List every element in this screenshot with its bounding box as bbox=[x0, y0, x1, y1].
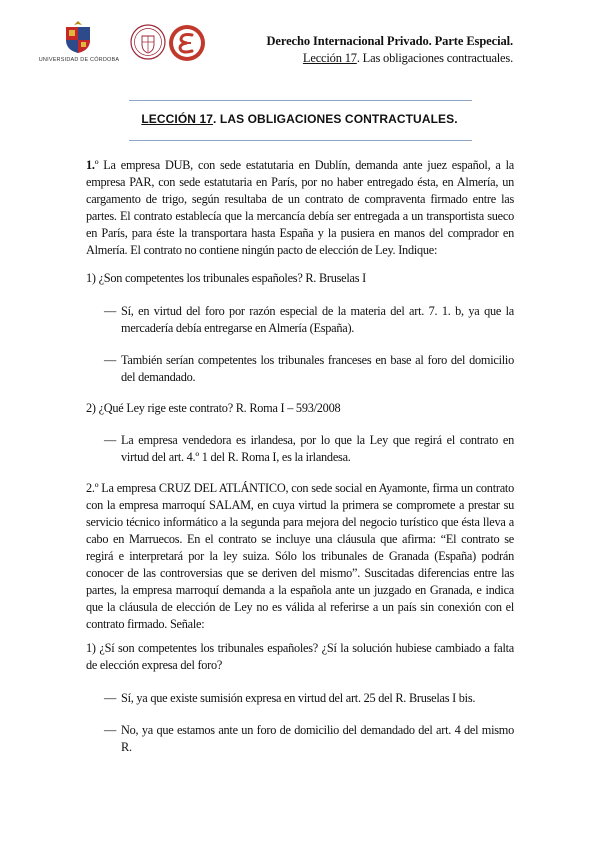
case2-q1-answer1: Sí, ya que existe sumisión expresa en virtud del art. 25 del R. Bruselas I bis. bbox=[121, 691, 476, 705]
case1-number: 1. bbox=[86, 158, 95, 172]
case1-q1-answer2: También serían competentes los tribunales franceses en base al foro del domicilio del demandado. bbox=[121, 353, 514, 384]
case1-q1-answer1: Sí, en virtud del foro por razón especial de la materia del art. 7. 1. b, ya que la mercadería debía entregarse en Almería (España). bbox=[121, 304, 514, 335]
university-caption: UNIVERSIDAD DE CÓRDOBA bbox=[38, 57, 120, 63]
university-shield-icon bbox=[63, 20, 93, 54]
lesson-reference bbox=[303, 51, 513, 66]
lesson-ref-number: Lección 17 bbox=[302, 51, 357, 65]
dash-bullet: — bbox=[104, 433, 117, 447]
lesson-title-number: LECCIÓN 17 bbox=[141, 112, 214, 126]
dash-bullet: — bbox=[104, 691, 117, 705]
lesson-ref-rest: . Las obligaciones contractuales. bbox=[356, 51, 513, 65]
lesson-title bbox=[0, 112, 599, 126]
title-rule-bottom bbox=[129, 140, 472, 141]
case1-question1: 1) ¿Son competentes los tribunales españoles? R. Bruselas I bbox=[86, 271, 366, 285]
dash-bullet: — bbox=[104, 304, 117, 318]
case2-statement: 2.º La empresa CRUZ DEL ATLÁNTICO, con sede social en Ayamonte, firma un contrato con la empresa marroquí SALAM, en cuya virtud la primera se compromete a prestar su servicio técnico informático a la segunda para mejora del negocio turístico que ésta lleva a cabo en Marruecos. En el contrato se incluye una cláusula que afirma: “El contrato se regirá e interpretará por la ley suiza. Sólo los tribunales de Granada (España) podrán conocer de las controversias que se deriven del mismo”. Suscitadas diferencias entre las partes, la empresa marroquí demanda a la española ante un juzgado en Granada, e indica que la cláusula de elección de Ley no es válida al referirse a un país sin conexión con el contrato firmado. Señale: bbox=[86, 481, 514, 631]
case1-statement bbox=[86, 157, 514, 259]
case1-text: º La empresa DUB, con sede estatutaria en Dublín, demanda ante juez español, a la empresa PAR, con sede estatutaria en París, por no haber entregado ésta, en Almería, un cargamento de trigo, según resultaba de un contrato de compraventa firmado entre las partes. El contrato establecía que la mercancía debía ser entregada a un transportista sueco en París, para éste la transportara hasta España y la pusiera en manos del comprador en Almería. El contrato no contiene ningún pacto de elección de Ley. Indique: bbox=[86, 158, 514, 257]
title-rule-top bbox=[129, 100, 472, 101]
lesson-title-rest: . LAS OBLIGACIONES CONTRACTUALES. bbox=[213, 112, 458, 126]
case1-question2: 2) ¿Qué Ley rige este contrato? R. Roma I – 593/2008 bbox=[86, 401, 341, 415]
e-logo-icon bbox=[168, 24, 206, 62]
dash-bullet: — bbox=[104, 723, 117, 737]
course-title: Derecho Internacional Privado. Parte Especial. bbox=[266, 34, 513, 48]
faculty-seal-icon bbox=[130, 24, 166, 60]
university-logo bbox=[38, 20, 120, 68]
case2-q1-answer2: No, ya que estamos ante un foro de domicilio del demandado del art. 4 del mismo R. bbox=[121, 723, 514, 754]
case1-q2-answer1: La empresa vendedora es irlandesa, por lo que la Ley que regirá el contrato en virtud del art. 4.º 1 del R. Roma I, es la irlandesa. bbox=[121, 433, 514, 464]
dash-bullet: — bbox=[104, 353, 117, 367]
case2-question1: 1) ¿Sí son competentes los tribunales españoles? ¿Sí la solución hubiese cambiado a falta de elección expresa del foro? bbox=[86, 641, 514, 672]
